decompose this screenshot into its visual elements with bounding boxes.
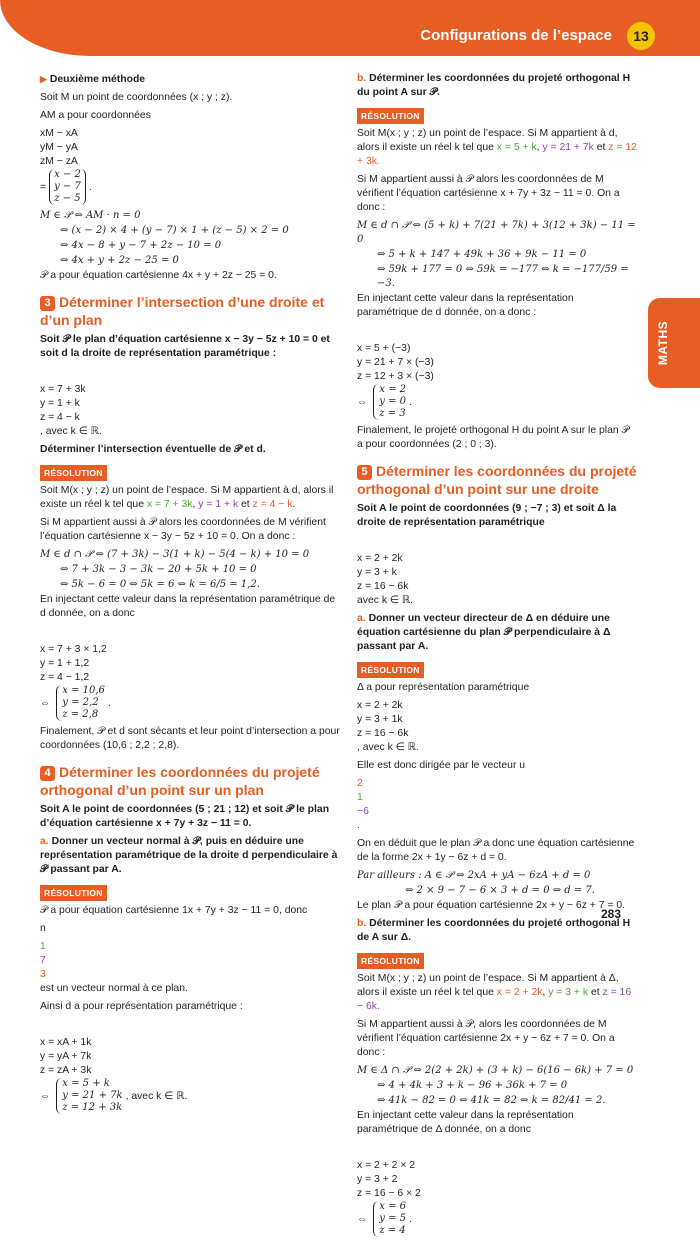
chapter-title: Configurations de l’espace <box>420 27 612 44</box>
section-3-res-3: En injectant cette valeur dans la représentation paramétrique de d donnée, on a donc <box>40 594 336 619</box>
method-title: Deuxième méthode <box>49 74 146 85</box>
section-5-statement: Soit A le point de coordonnées (9 ; −7 ; 3) et soit Δ la droite de représentation paramétrique <box>357 503 617 528</box>
subject-side-tab <box>648 298 700 388</box>
equation-line: ⇔ 2 × 9 − 7 − 6 × 3 + d = 0 ⇔ d = 7. <box>405 885 595 896</box>
section-number-badge: 4 <box>40 766 55 781</box>
subject-label: MATHS <box>656 320 670 366</box>
right-column: b. Déterminer les coordonnées du projeté orthogonal H du point A sur 𝒫. RÉSOLUTION Soit M(x ; y ; z) un point de l’espace. Si M appartient à d, alors il existe un réel k tel que x = 5 + k, y = 21 + 7k et z = 12 + 3k. Si M appartient aussi à 𝒫 alors les coordonnées de M vérifient l’équation cartésienne x + 7y + 3z − 11 = 0. On a donc : M ∈ d ∩ 𝒫 ⇔ (5 + k) + 7(21 + 7k) + 3(12 + 3k) − 11 = 0 ⇔ 5 + k + 147 + 49k + 36 + 9k − 11 = 0 ⇔ 59k + 177 = 0 ⇔ 59k = −177 ⇔ k = −177/59 = −3. En injectant cette valeur dans la représentation paramétrique de d donnée, on a donc : x = 5 + (−3) y = 21 + 7 × (−3) z = 12 + 3 × (−3) ⇔ x = 2 y = 0 z = 3 . Finalement, le projeté orthogonal H du point A sur le plan 𝒫 a pour coordonnées (2 ; 0 ; 3). 5 Déterminer les coordonnées du projeté orthogonal d’un point sur une droite Soit A le point de coordonnées (9 ; −7 ; 3) et soit Δ la droite de représentation paramétrique x = 2 + 2k y = 3 + k z = 16 − 6k avec k ∈ ℝ. a. Donner un vecteur directeur de Δ en déduire une équation cartésienne du plan 𝒫 perpendiculaire à Δ passant par A. RÉSOLUTION Δ a pour représentation paramétrique x = 2 + 2k y = 3 + 1k z = 16 − 6k , avec k ∈ ℝ. Elle est donc dirigée par le vecteur u 2 1 −6 . On en déduit que le plan 𝒫 a donc une équation cartésienne de la forme 2x + 1y − 6z + d = 0. Par ailleurs : A ∈ 𝒫 ⇔ 2xA + yA − 6zA + d = 0 ⇔ 2 × 9 − 7 − 6 × 3 + d = 0 ⇔ d = 7. Le plan 𝒫 a pour équation cartésienne 2x + y − 6z + 7 = 0. b. Déterminer les coordonnées du projeté orthogonal H de A sur Δ. RÉSOLUTION Soit M(x ; y ; z) un point de l’espace. Si M appartient à Δ, alors il existe un réel k tel que x = 2 + 2k, y = 3 + k et z = 16 − 6k. Si M appartient aussi à 𝒫, alors les coordonnées de M vérifient l’équation cartésienne 2x + y − 6z + 7 = 0. On a donc : M ∈ Δ ∩ 𝒫 ⇔ 2(2 + 2k) + (3 + k) − 6(16 − 6k) + 7 = 0 ⇔ 4 + 4k + 3 + k − 96 + 36k + 7 = 0 ⇔ 41k − 82 = 0 ⇔ 41k = 82 ⇔ k = 82/41 = 2. En injectant cette valeur dans la représentation paramétrique de Δ donnée, on a donc x = 2 + 2 × 2 y = 3 + 2 z = 16 − 6 × 2 ⇔ x = 6 y = 5 z = 4 . <box>357 73 637 1236</box>
section-5a-conclusion: Le plan 𝒫 a pour équation cartésienne 2x + y − 6z + 7 = 0. <box>357 900 626 911</box>
am-vector-values: x − 2 y − 7 z − 5 <box>49 169 86 205</box>
section-number-badge: 5 <box>357 465 372 480</box>
equation-line: ⇔ 4 + 4k + 3 + k − 96 + 36k + 7 = 0 <box>377 1080 568 1091</box>
equation-line: ⇔ 4x − 8 + y − 7 + 2z − 10 = 0 <box>60 240 222 251</box>
section-5b-res-2: Si M appartient aussi à 𝒫, alors les coordonnées de M vérifient l’équation cartésienne 2x + y − 6z + 7 = 0. On a donc : <box>357 1019 615 1058</box>
equation-line: M ∈ 𝒫 ⇔ AM · n = 0 <box>40 210 141 221</box>
equation-line: ⇔ 4x + y + 2z − 25 = 0 <box>60 255 179 266</box>
section-3-res-1: Soit M(x ; y ; z) un point de l’espace. Si M appartient à d, alors il existe un réel k tel que x = 7 + 3k, y = 1 + k et z = 4 − k. <box>40 485 334 510</box>
section-5b-res-3: En injectant cette valeur dans la représentation paramétrique de Δ donnée, on a donc <box>357 1110 574 1135</box>
triangle-bullet-icon: ▶ <box>40 74 47 84</box>
resolution-badge: RÉSOLUTION <box>357 662 424 678</box>
left-column: ▶ Deuxième méthode Soit M un point de coordonnées (x ; y ; z). AM a pour coordonnées xM − xA yM − yA zM − zA = x − 2 y − 7 z − 5 . M ∈ 𝒫 ⇔ AM · n = 0 ⇔ (x − 2) × 4 + (y − 7) × 1 + (z − 5) × 2 = 0 ⇔ 4x − 8 + y − 7 + 2z − 10 = 0 ⇔ 4x + y + 2z − 25 = 0 𝒫 a pour équation cartésienne 4x + y + 2z − 25 = 0. 3 Déterminer l’intersection d’une droite et d’un plan Soit 𝒫 le plan d’équation cartésienne x − 3y − 5z + 10 = 0 et soit d la droite de représentation paramétrique : x = 7 + 3k y = 1 + k z = 4 − k , avec k ∈ ℝ. Déterminer l’intersection éventuelle de 𝒫 et d. RÉSOLUTION Soit M(x ; y ; z) un point de l’espace. Si M appartient à d, alors il existe un réel k tel que x = 7 + 3k, y = 1 + k et z = 4 − k. Si M appartient aussi à 𝒫 alors les coordonnées de M vérifient l’équation cartésienne x − 3y − 5z + 10 = 0. On a donc : M ∈ d ∩ 𝒫 ⇔ (7 + 3k) − 3(1 + k) − 5(4 − k) + 10 = 0 ⇔ 7 + 3k − 3 − 3k − 20 + 5k + 10 = 0 ⇔ 5k − 6 = 0 ⇔ 5k = 6 ⇔ k = 6/5 = 1,2. En injectant cette valeur dans la représentation paramétrique de d donnée, on a donc x = 7 + 3 × 1,2 y = 1 + 1,2 z = 4 − 1,2 ⇔ x = 10,6 y = 2,2 z = 2,8 . Finalement, 𝒫 et d sont sécants et leur point d’intersection a pour coordonnées (10,6 ; 2,2 ; 2,8). 4 Déterminer les coordonnées du projeté orthogonal d’un point sur un plan Soit A le point de coordonnées (5 ; 21 ; 12) et soit 𝒫 le plan d’équation cartésienne x + 7y + 3z − 11 = 0. a. Donner un vecteur normal à 𝒫, puis en déduire une représentation paramétrique de la droite d perpendiculaire à 𝒫 passant par A. RÉSOLUTION 𝒫 a pour équation cartésienne 1x + 7y + 3z − 11 = 0, donc n 1 7 3 est un vecteur normal à ce plan. Ainsi d a pour représentation paramétrique : x = xA + 1k y = yA + 7k z = zA + 3k ⇔ x = 5 + k y = 21 + 7k z = 12 + 3k , avec k ∈ ℝ. <box>40 74 340 1113</box>
resolution-badge: RÉSOLUTION <box>357 953 424 969</box>
section-5a-res-1: Δ a pour représentation paramétrique <box>357 682 530 693</box>
section-5-title: 5 Déterminer les coordonnées du projeté orthogonal d’un point sur une droite <box>357 463 637 497</box>
resolution-badge: RÉSOLUTION <box>357 108 424 124</box>
section-5b-question: b. Déterminer les coordonnées du projeté orthogonal H de A sur Δ. <box>357 918 631 943</box>
page-number: 283 <box>601 907 622 921</box>
section-4-title: 4 Déterminer les coordonnées du projeté orthogonal d’un point sur un plan <box>40 764 320 798</box>
equation-line: ⇔ 41k − 82 = 0 ⇔ 41k = 82 ⇔ k = 82/41 = 2. <box>377 1095 606 1106</box>
section-4a-systems <box>40 1018 340 1032</box>
chapter-number-badge: 13 <box>627 22 655 50</box>
resolution-badge: RÉSOLUTION <box>40 885 107 901</box>
section-3-res-2: Si M appartient aussi à 𝒫 alors les coordonnées de M vérifient l’équation cartésienne x − 3y − 5z + 10 = 0. On a donc : <box>40 517 326 542</box>
equation-line: ⇔ 5 + k + 147 + 49k + 36 + 9k − 11 = 0 <box>377 249 587 260</box>
section-5a-question: a. Donner un vecteur directeur de Δ en déduire une équation cartésienne du plan 𝒫 perpendiculaire à Δ passant par A. <box>357 613 611 652</box>
section-5a-res-3: On en déduit que le plan 𝒫 a donc une équation cartésienne de la forme 2x + 1y − 6z + d = 0. <box>357 838 635 863</box>
section-4-statement: Soit A le point de coordonnées (5 ; 21 ; 12) et soit 𝒫 le plan d’équation cartésienne x + 7y + 3z − 11 = 0. <box>40 804 330 829</box>
equation-line: ⇔ 5k − 6 = 0 ⇔ 5k = 6 ⇔ k = 6/5 = 1,2. <box>60 579 260 590</box>
section-4a-res-3: Ainsi d a pour représentation paramétrique : <box>40 1001 243 1012</box>
section-5b-systems <box>357 1141 637 1155</box>
equation-line: M ∈ d ∩ 𝒫 ⇔ (7 + 3k) − 3(1 + k) − 5(4 − k) + 10 = 0 <box>40 549 310 560</box>
section-5-system <box>357 534 637 548</box>
section-4b-question: b. Déterminer les coordonnées du projeté orthogonal H du point A sur 𝒫. <box>357 73 631 98</box>
resolution-badge: RÉSOLUTION <box>40 465 107 481</box>
section-5b-res-1: Soit M(x ; y ; z) un point de l’espace. Si M appartient à Δ, alors il existe un réel k tel que x = 2 + 2k, y = 3 + k et z = 16 − 6k. <box>357 973 632 1012</box>
am-coordinates: AM a pour coordonnées <box>40 110 151 121</box>
section-number-badge: 3 <box>40 296 55 311</box>
equation-line: M ∈ Δ ∩ 𝒫 ⇔ 2(2 + 2k) + (3 + k) − 6(16 − 6k) + 7 = 0 <box>357 1065 634 1076</box>
method-intro: Soit M un point de coordonnées (x ; y ; z). <box>40 92 233 103</box>
section-3-statement: Soit 𝒫 le plan d’équation cartésienne x − 3y − 5z + 10 = 0 et soit d la droite de représentation paramétrique : <box>40 334 330 359</box>
equation-line: ⇔ 59k + 177 = 0 ⇔ 59k = −177 ⇔ k = −177/59 = −3. <box>377 264 629 289</box>
equation-line: M ∈ d ∩ 𝒫 ⇔ (5 + k) + 7(21 + 7k) + 3(12 + 3k) − 11 = 0 <box>357 220 636 245</box>
section-3-title: 3 Déterminer l’intersection d’une droite et d’un plan <box>40 294 325 328</box>
section-3-conclusion: Finalement, 𝒫 et d sont sécants et leur point d’intersection a pour coordonnées (10,6 ; 2,2 ; 2,8). <box>40 726 340 751</box>
section-3-system <box>40 365 340 379</box>
section-4b-conclusion: Finalement, le projeté orthogonal H du point A sur le plan 𝒫 a pour coordonnées (2 ; 0 ; 3). <box>357 425 630 450</box>
section-4b-res-3: En injectant cette valeur dans la représentation paramétrique de d donnée, on a donc : <box>357 293 574 318</box>
equation-line: Par ailleurs : A ∈ 𝒫 ⇔ 2xA + yA − 6zA + d = 0 <box>357 870 591 881</box>
section-3-systems <box>40 625 340 639</box>
method-conclusion: 𝒫 a pour équation cartésienne 4x + y + 2z − 25 = 0. <box>40 270 277 281</box>
section-4a-res-2: n <box>40 923 49 934</box>
section-4b-res-1: Soit M(x ; y ; z) un point de l’espace. Si M appartient à d, alors il existe un réel k tel que x = 5 + k, y = 21 + 7k et z = 12 + 3k. <box>357 128 637 167</box>
section-5a-res-2: Elle est donc dirigée par le vecteur u <box>357 760 526 771</box>
section-4a-question: a. Donner un vecteur normal à 𝒫, puis en déduire une représentation paramétrique de la droite d perpendiculaire à 𝒫 passant par A. <box>40 836 338 875</box>
section-4b-systems <box>357 324 637 338</box>
equation-line: ⇔ (x − 2) × 4 + (y − 7) × 1 + (z − 5) × 2 = 0 <box>60 225 289 236</box>
equation-line: ⇔ 7 + 3k − 3 − 3k − 20 + 5k + 10 = 0 <box>60 564 257 575</box>
section-4b-res-2: Si M appartient aussi à 𝒫 alors les coordonnées de M vérifient l’équation cartésienne x + 7y + 3z − 11 = 0. On a donc : <box>357 174 620 213</box>
section-4a-res-1: 𝒫 a pour équation cartésienne 1x + 7y + 3z − 11 = 0, donc <box>40 905 308 916</box>
section-3-question: Déterminer l’intersection éventuelle de 𝒫 et d. <box>40 444 266 455</box>
